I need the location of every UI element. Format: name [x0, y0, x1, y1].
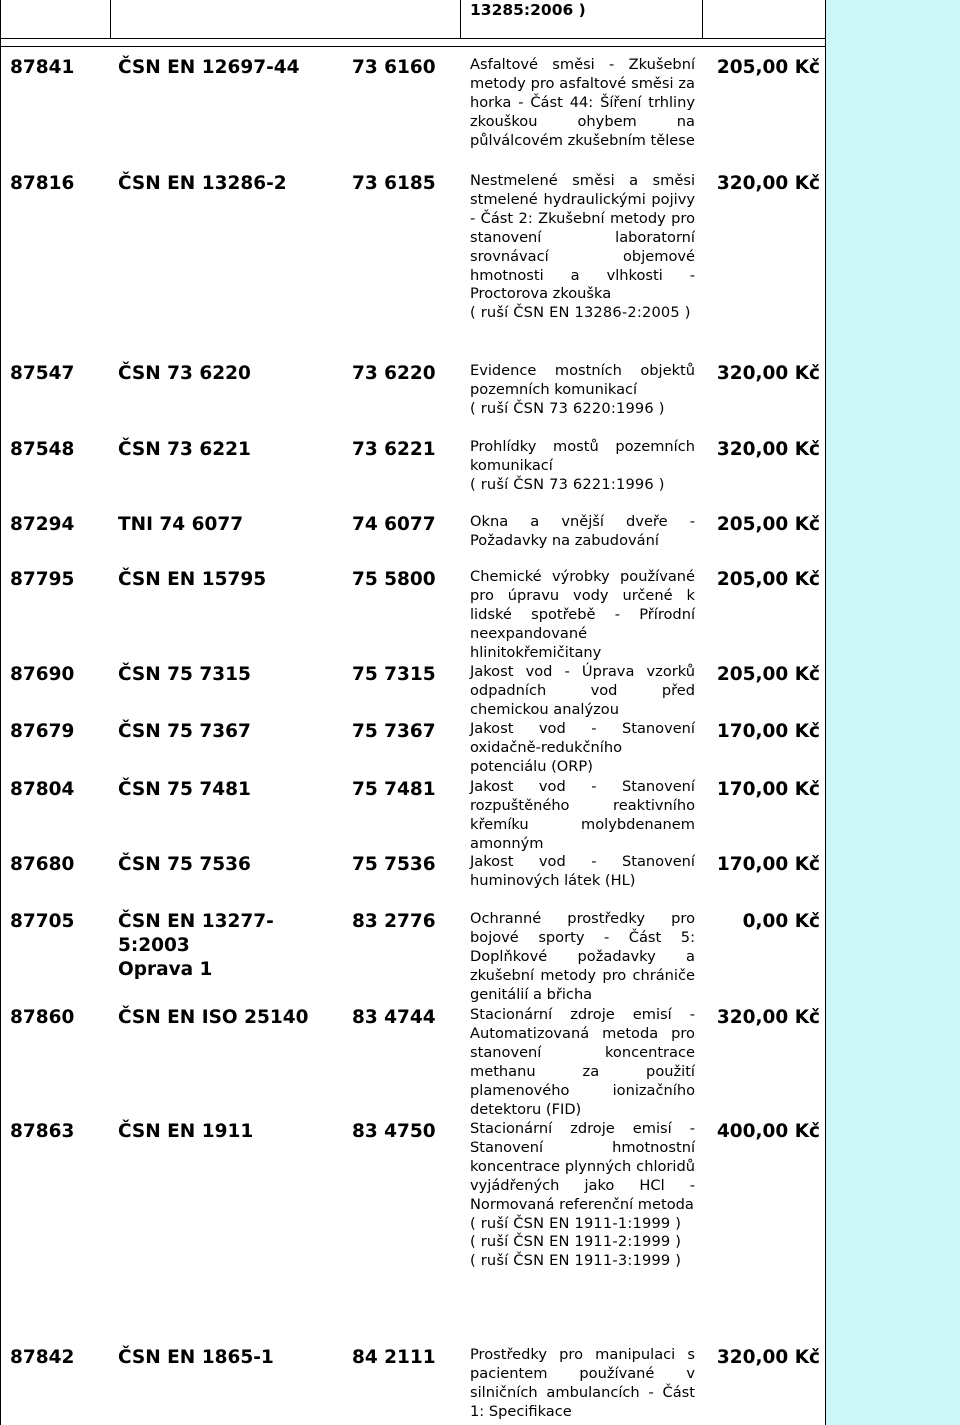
column-divider	[702, 0, 703, 38]
price: 320,00 Kč	[716, 439, 820, 460]
standard-title-text: Asfaltové směsi - Zkušební metody pro asfaltové směsi za horka - Část 44: Šíření trhliny zkouškou ohybem na půlválcovém zkušebním tělese	[470, 56, 695, 149]
standard-title	[470, 663, 695, 720]
standard-code-line: ČSN 75 7315	[118, 664, 251, 685]
price: 170,00 Kč	[716, 721, 820, 742]
standard-code	[118, 1120, 350, 1144]
replaces-note: ( ruší ČSN EN 1911-2:1999 )	[470, 1233, 682, 1251]
standard-title-text: Prostředky pro manipulaci s pacientem používané v silničních ambulancích - Část 1: Specifikace	[470, 1346, 695, 1420]
price: 320,00 Kč	[716, 173, 820, 194]
accent-column	[826, 0, 960, 1425]
catalog-number: 87679	[10, 721, 75, 742]
classification-code: 73 6220	[352, 363, 436, 384]
standard-title	[470, 438, 695, 495]
classification-code: 75 7367	[352, 721, 436, 742]
catalog-number: 87804	[10, 779, 75, 800]
catalog-number: 87795	[10, 569, 75, 590]
standard-code-line: ČSN EN 13277-	[118, 911, 274, 932]
price: 400,00 Kč	[716, 1121, 820, 1142]
catalog-number: 87860	[10, 1007, 75, 1028]
catalog-number: 87842	[10, 1347, 75, 1368]
catalog-number: 87841	[10, 57, 75, 78]
standard-title-text: Stacionární zdroje emisí - Automatizovaná metoda pro stanovení koncentrace methanu za použití plamenového ionizačního detektoru (FID)	[470, 1006, 695, 1118]
standard-code	[118, 1006, 350, 1030]
standard-code-line: ČSN EN 13286-2	[118, 173, 287, 194]
standard-code-line: Oprava 1	[118, 959, 213, 980]
replaces-note: ( ruší ČSN EN 13286-2:2005 )	[470, 304, 691, 322]
standard-title	[470, 172, 695, 323]
standard-title	[470, 1346, 695, 1422]
standard-title	[470, 778, 695, 854]
header-divider	[0, 38, 825, 39]
standard-title-text: Stacionární zdroje emisí - Stanovení hmotnostní koncentrace plynných chloridů vyjádřených jako HCl - Normovaná referenční metoda	[470, 1120, 695, 1213]
standard-code	[118, 720, 350, 744]
standard-code-line: ČSN EN 15795	[118, 569, 267, 590]
replaces-note: ( ruší ČSN 73 6220:1996 )	[470, 399, 665, 417]
classification-code: 74 6077	[352, 514, 436, 535]
standard-code-line: ČSN EN 12697-44	[118, 57, 300, 78]
classification-code: 73 6160	[352, 57, 436, 78]
standard-title-text: Evidence mostních objektů pozemních komunikací	[470, 362, 695, 398]
standard-title-text: Prohlídky mostů pozemních komunikací	[470, 438, 695, 474]
table-border-left	[0, 0, 1, 1425]
standard-code-line: ČSN 75 7367	[118, 721, 251, 742]
standard-title	[470, 1006, 695, 1119]
price: 320,00 Kč	[716, 1007, 820, 1028]
standard-title	[470, 1120, 695, 1271]
price: 205,00 Kč	[716, 664, 820, 685]
standard-title	[470, 720, 695, 777]
catalog-number: 87294	[10, 514, 75, 535]
standard-title-text: Nestmelené směsi a směsi stmelené hydraulickými pojivy - Část 2: Zkušební metody pro stanovení laboratorní srovnávací objemové hmotnosti a vlhkosti - Proctorova zkouška	[470, 172, 695, 303]
classification-code: 75 5800	[352, 569, 436, 590]
standard-title-text: Jakost vod - Stanovení huminových látek (HL)	[470, 853, 695, 889]
standard-title-text: Ochranné prostředky pro bojové sporty - Část 5: Doplňkové požadavky a zkušební metody pro chrániče genitálií a břicha	[470, 910, 695, 1003]
standard-title-text: Jakost vod - Stanovení rozpuštěného reaktivního křemíku molybdenanem amonným	[470, 778, 695, 852]
classification-code: 84 2111	[352, 1347, 436, 1368]
standard-code	[118, 438, 350, 462]
standard-code-line: ČSN EN ISO 25140	[118, 1007, 309, 1028]
classification-code: 83 2776	[352, 911, 436, 932]
replaces-note: ( ruší ČSN EN 1911-1:1999 )	[470, 1214, 682, 1232]
replaces-note: ( ruší ČSN EN 1911-3:1999 )	[470, 1252, 682, 1270]
standard-code-line: ČSN EN 1865-1	[118, 1347, 274, 1368]
price: 170,00 Kč	[716, 779, 820, 800]
catalog-number: 87816	[10, 173, 75, 194]
standard-code-line: 5:2003	[118, 935, 190, 956]
standard-title	[470, 910, 695, 1005]
standard-code	[118, 568, 350, 592]
standard-title	[470, 362, 695, 419]
standard-code	[118, 56, 350, 80]
standard-code-line: TNI 74 6077	[118, 514, 244, 535]
catalog-number: 87690	[10, 664, 75, 685]
standard-title-text: Jakost vod - Stanovení oxidačně-redukčního potenciálu (ORP)	[470, 720, 695, 775]
column-divider	[110, 0, 111, 38]
table-border-right	[825, 0, 826, 1425]
classification-code: 75 7536	[352, 854, 436, 875]
price: 320,00 Kč	[716, 1347, 820, 1368]
standard-title-text: Okna a vnější dveře - Požadavky na zabudování	[470, 513, 695, 549]
standard-code-line: ČSN 75 7481	[118, 779, 251, 800]
price: 205,00 Kč	[716, 569, 820, 590]
classification-code: 73 6185	[352, 173, 436, 194]
price: 205,00 Kč	[716, 57, 820, 78]
column-divider	[460, 0, 461, 38]
header-divider	[0, 46, 825, 47]
standard-code	[118, 778, 350, 802]
catalog-number: 87548	[10, 439, 75, 460]
standard-code	[118, 513, 350, 537]
price: 170,00 Kč	[716, 854, 820, 875]
standard-title-text: Chemické výrobky používané pro úpravu vody určené k lidské spotřebě - Přírodní neexpandované hlinitokřemičitany	[470, 568, 695, 661]
price: 0,00 Kč	[742, 911, 820, 932]
standard-code-line: ČSN EN 1911	[118, 1121, 254, 1142]
classification-code: 75 7315	[352, 664, 436, 685]
standard-code	[118, 910, 350, 982]
catalog-number: 87705	[10, 911, 75, 932]
header-fragment: 13285:2006 )	[470, 1, 586, 19]
classification-code: 75 7481	[352, 779, 436, 800]
catalog-number: 87863	[10, 1121, 75, 1142]
classification-code: 83 4750	[352, 1121, 436, 1142]
standard-code	[118, 663, 350, 687]
standard-code	[118, 1346, 350, 1370]
standard-code	[118, 362, 350, 386]
standard-title	[470, 56, 695, 151]
catalog-number: 87547	[10, 363, 75, 384]
classification-code: 73 6221	[352, 439, 436, 460]
price: 320,00 Kč	[716, 363, 820, 384]
standard-title	[470, 853, 695, 891]
replaces-note: ( ruší ČSN 73 6221:1996 )	[470, 475, 665, 493]
price: 205,00 Kč	[716, 514, 820, 535]
standard-title	[470, 513, 695, 551]
classification-code: 83 4744	[352, 1007, 436, 1028]
standard-code	[118, 853, 350, 877]
standard-code	[118, 172, 350, 196]
standard-code-line: ČSN 75 7536	[118, 854, 251, 875]
standard-code-line: ČSN 73 6220	[118, 363, 251, 384]
standard-title	[470, 568, 695, 663]
standard-title-text: Jakost vod - Úprava vzorků odpadních vod před chemickou analýzou	[470, 663, 695, 718]
catalog-number: 87680	[10, 854, 75, 875]
standard-code-line: ČSN 73 6221	[118, 439, 251, 460]
